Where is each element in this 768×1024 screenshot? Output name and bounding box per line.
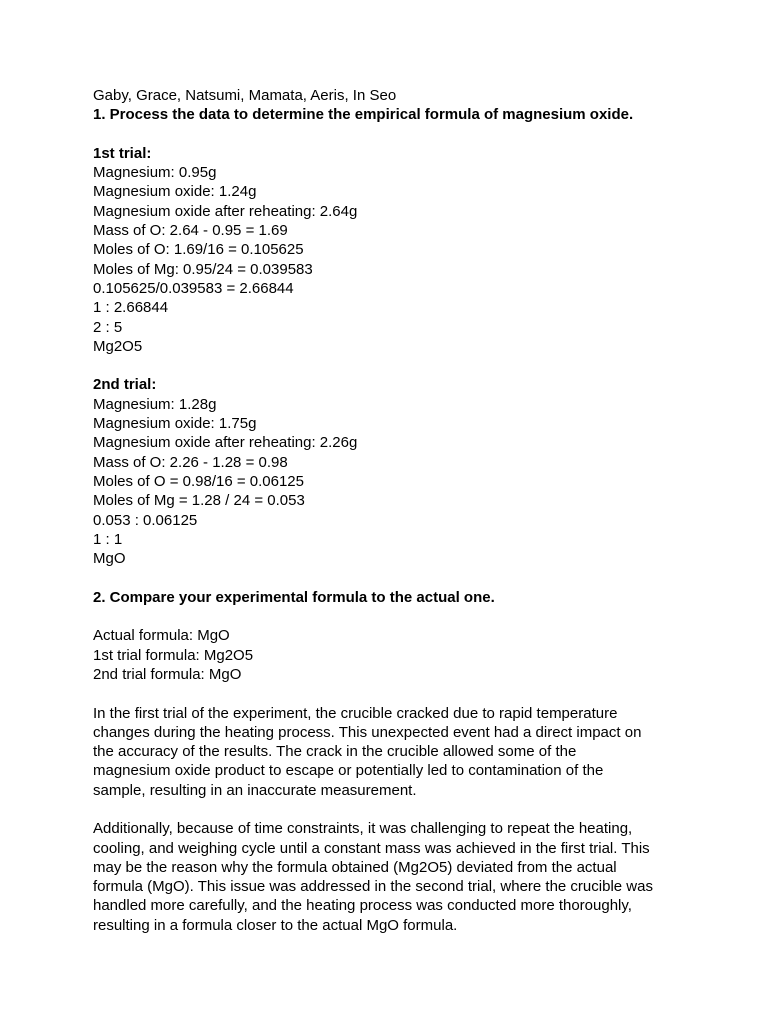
trial-1-heading: 1st trial: <box>93 144 152 162</box>
trial-2-heading: 2nd trial: <box>93 376 157 394</box>
trial-1-line: Magnesium oxide: 1.24g <box>93 183 257 201</box>
trial-1-section <box>93 144 693 356</box>
discussion-paragraph-2 <box>93 819 693 935</box>
trial-2-line: Magnesium: 1.28g <box>93 395 217 413</box>
comparison-section <box>93 626 693 684</box>
paragraph-line: formula (MgO). This issue was addressed in the second trial, where the crucible was <box>93 878 653 896</box>
spacer <box>93 125 693 144</box>
paragraph-line: changes during the heating process. This unexpected event had a direct impact on <box>93 723 642 741</box>
authors-line: Gaby, Grace, Natsumi, Mamata, Aeris, In Seo <box>93 87 397 104</box>
trial-1-line: Mass of O: 2.64 - 0.95 = 1.69 <box>93 222 288 240</box>
question-2-heading: 2. Compare your experimental formula to the actual one. <box>93 588 495 606</box>
spacer <box>93 800 693 819</box>
trial-2-line: 0.053 : 0.06125 <box>93 511 198 529</box>
question-1-heading: 1. Process the data to determine the empirical formula of magnesium oxide. <box>93 106 634 124</box>
trial-2-line: Magnesium oxide after reheating: 2.26g <box>93 434 358 452</box>
trial-1-line: Moles of Mg: 0.95/24 = 0.039583 <box>93 260 313 278</box>
trial-2-section <box>93 375 693 568</box>
trial-1-line: Magnesium oxide after reheating: 2.64g <box>93 202 358 220</box>
paragraph-line: Additionally, because of time constraints, it was challenging to repeat the heating, <box>93 820 633 838</box>
paragraph-line: magnesium oxide product to escape or potentially led to contamination of the <box>93 762 604 780</box>
trial-2-line: Magnesium oxide: 1.75g <box>93 415 257 433</box>
comparison-line: 2nd trial formula: MgO <box>93 665 242 683</box>
trial-1-line: 2 : 5 <box>93 318 123 336</box>
paragraph-line: sample, resulting in an inaccurate measurement. <box>93 781 417 799</box>
trial-2-line: Mass of O: 2.26 - 1.28 = 0.98 <box>93 453 288 471</box>
trial-1-line: Magnesium: 0.95g <box>93 164 217 182</box>
document-page <box>93 86 693 935</box>
discussion-paragraph-1 <box>93 704 693 800</box>
trial-1-formula: Mg2O5 <box>93 337 143 355</box>
spacer <box>93 568 693 587</box>
trial-2-formula: MgO <box>93 550 126 568</box>
paragraph-line: resulting in a formula closer to the actual MgO formula. <box>93 916 458 934</box>
paragraph-line: may be the reason why the formula obtained (Mg2O5) deviated from the actual <box>93 858 617 876</box>
trial-2-line: Moles of O = 0.98/16 = 0.06125 <box>93 472 304 490</box>
paragraph-line: cooling, and weighing cycle until a constant mass was achieved in the first trial. This <box>93 839 650 857</box>
trial-2-line: Moles of Mg = 1.28 / 24 = 0.053 <box>93 492 305 510</box>
comparison-line: Actual formula: MgO <box>93 627 230 645</box>
spacer <box>93 356 693 375</box>
paragraph-line: In the first trial of the experiment, the crucible cracked due to rapid temperature <box>93 704 618 722</box>
trial-1-line: 0.105625/0.039583 = 2.66844 <box>93 279 294 297</box>
paragraph-line: the accuracy of the results. The crack in the crucible allowed some of the <box>93 743 577 761</box>
trial-1-line: Moles of O: 1.69/16 = 0.105625 <box>93 241 304 259</box>
spacer <box>93 607 693 626</box>
paragraph-line: handled more carefully, and the heating process was conducted more thoroughly, <box>93 897 632 915</box>
trial-2-line: 1 : 1 <box>93 530 123 548</box>
trial-1-line: 1 : 2.66844 <box>93 299 169 317</box>
spacer <box>93 684 693 703</box>
comparison-line: 1st trial formula: Mg2O5 <box>93 646 254 664</box>
